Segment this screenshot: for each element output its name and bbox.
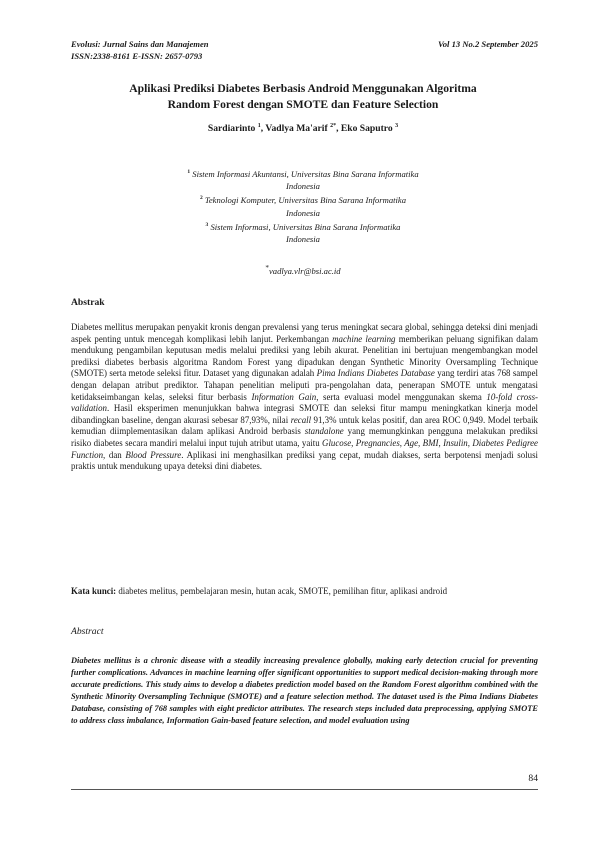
journal-name: Evolusi: Jurnal Sains dan Manajemen xyxy=(71,39,209,49)
footer-rule xyxy=(71,789,538,790)
affiliation-3-country: Indonesia xyxy=(286,234,320,245)
author-3: Eko Saputro xyxy=(340,123,393,135)
author-1-sup: 1 xyxy=(257,123,261,129)
affiliation-3-sup: 3 xyxy=(205,221,209,228)
abstrak-text: 91,3% untuk kelas positif, dan area ROC 0,949. Model terbaik kemudian diimplementasikan dalam aplikasi Android berbasis xyxy=(71,414,538,437)
abstrak-term: Blood Pressure xyxy=(125,449,182,460)
abstrak-term: standalone xyxy=(304,426,344,437)
abstrak-term: Information Gain xyxy=(251,391,317,402)
abstrak-text: memberikan peluang signifikan dalam mendukung pengambilan keputusan medis melalui prediksi yang lebih akurat. Penelitian ini bertujuan mengembangkan model prediksi diabetes berbasis algoritma Random Forest yang dipadukan dengan Synthetic Minority Oversampling Technique (SMOTE) serta metode seleksi fitur. Dataset yang digunakan adalah xyxy=(71,333,538,379)
abstrak-term: Pima Indians Diabetes Database xyxy=(316,368,435,379)
abstrak-term: Glucose, Pregnancies, Age, BMI, Insulin, Diabetes Pedigree Function, xyxy=(71,437,538,460)
affiliation-2-name: Teknologi Komputer, Universitas Bina Sarana Informatika xyxy=(204,195,407,206)
keywords-label: Kata kunci: xyxy=(71,586,117,596)
page-number: 84 xyxy=(528,773,538,784)
affiliation-1 xyxy=(60,166,546,192)
abstrak-text: yang terdiri atas 768 sampel dengan delapan atribut prediktor. Tahapan penelitian meliputi pra-pengolahan data, penerapan SMOTE untuk mengatasi ketidakseimbangan kelas, seleksi fitur berbasis xyxy=(71,368,538,402)
abstrak-text: , serta evaluasi model menggunakan skema xyxy=(316,391,487,402)
abstrak-term: recall xyxy=(290,414,312,425)
keywords-text: diabetes melitus, pembelajaran mesin, hutan acak, SMOTE, pemilihan fitur, aplikasi android xyxy=(116,586,448,596)
email-sup: * xyxy=(265,264,269,272)
abstrak-text: . Hasil eksperimen menunjukkan bahwa integrasi SMOTE dan seleksi fitur mampu meningkatkan kinerja model dibandingkan baseline, dengan akurasi sebesar 87,93%, nilai xyxy=(71,403,538,425)
journal-volume: Vol 13 No.2 September 2025 xyxy=(437,39,538,49)
keywords xyxy=(71,585,538,597)
affiliation-1-sup: 1 xyxy=(187,169,191,175)
abstrak-body xyxy=(71,322,538,473)
abstrak-text: . Aplikasi ini menghasilkan prediksi yang cepat, mudah diakses, serta berpotensi menjadi solusi praktis untuk mendukung upaya deteksi dini diabetes. xyxy=(71,449,538,472)
affiliation-3 xyxy=(60,219,546,245)
abstract-heading: Abstract xyxy=(71,626,104,637)
affiliation-2 xyxy=(60,192,546,218)
affiliation-2-sup: 2 xyxy=(199,195,203,202)
abstract-body: Diabetes mellitus is a chronic disease with a steadily increasing prevalence globally, making early detection crucial for preventing further complications. Advances in machine learning offer significant opportunities to support medical decision-making through more accurate predictions. This study aims to develop a diabetes prediction model based on the Random Forest algorithm combined with the Synthetic Minority Oversampling Technique (SMOTE) and a feature selection method. The dataset used is the Pima Indians Diabetes Database, consisting of 768 samples with eight predictor attributes. The research steps included data preprocessing, applying SMOTE to address class imbalance, Information Gain-based feature selection, and model evaluation using xyxy=(71,656,538,725)
abstrak-heading: Abstrak xyxy=(71,297,105,308)
title-line-2: Random Forest dengan SMOTE dan Feature Selection xyxy=(167,98,439,111)
author-2: Vadlya Ma'arif xyxy=(265,123,328,135)
affiliation-2-country: Indonesia xyxy=(286,207,320,218)
author-3-sup: 3 xyxy=(395,123,399,129)
author-separator: , xyxy=(260,123,266,135)
abstrak-text: dan xyxy=(105,449,126,460)
affiliations xyxy=(60,166,546,245)
abstrak-text: yang memungkinkan pengguna melakukan prediksi risiko diabetes secara mandiri melalui input tujuh atribut utama, yaitu xyxy=(71,426,538,448)
author-separator: , xyxy=(336,123,341,135)
email-address[interactable]: vadlya.vlr@bsi.ac.id xyxy=(268,265,341,276)
affiliation-3-name: Sistem Informasi, Universitas Bina Sarana Informatika xyxy=(210,221,401,232)
author-1: Sardiarinto xyxy=(207,123,256,135)
affiliation-1-name: Sistem Informasi Akuntansi, Universitas Bina Sarana Informatika xyxy=(192,168,419,179)
author-2-sup: 2* xyxy=(330,123,337,129)
author-list xyxy=(60,123,546,134)
abstrak-text: Diabetes mellitus merupakan penyakit kronis dengan prevalensi yang terus meningkat secara global, sehingga deteksi dini menjadi aspek penting untuk mencegah komplikasi lebih lanjut. Perkembangan xyxy=(71,322,538,344)
running-header xyxy=(71,38,538,62)
journal-issn: ISSN:2338-8161 E-ISSN: 2657-0793 xyxy=(71,51,203,61)
abstrak-term: machine learning xyxy=(332,333,396,344)
title-line-1: Aplikasi Prediksi Diabetes Berbasis Android Menggunakan Algoritma xyxy=(129,82,477,95)
corresponding-email xyxy=(60,264,546,276)
affiliation-1-country: Indonesia xyxy=(286,181,320,192)
abstrak-term: 10-fold cross-validation xyxy=(71,391,538,414)
paper-title xyxy=(60,81,546,113)
